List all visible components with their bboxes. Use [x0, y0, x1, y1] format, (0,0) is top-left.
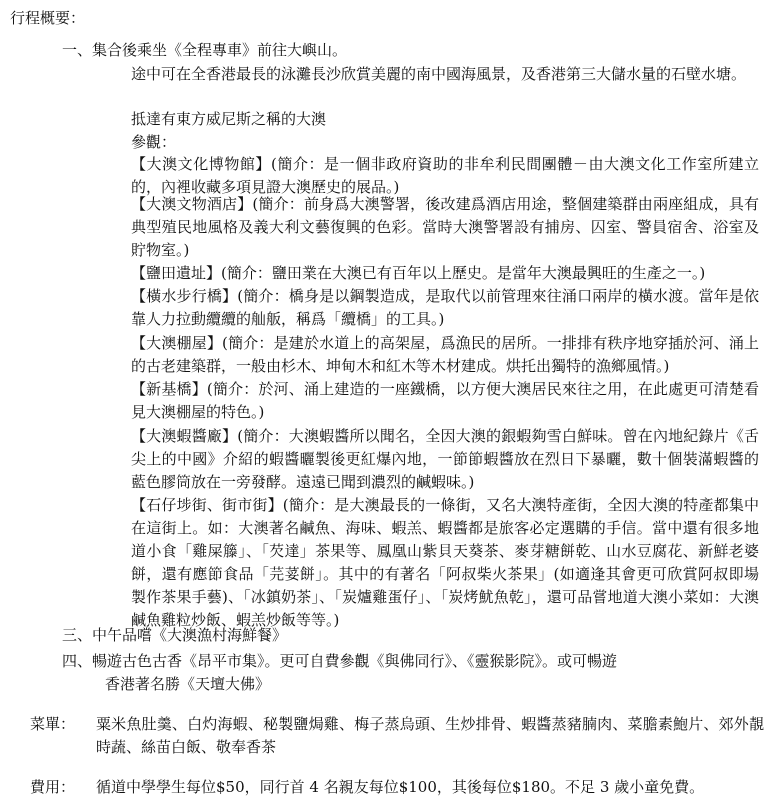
- attraction-heritage-hotel: 【大澳文物酒店】(簡介：前身爲大澳警署，後改建爲酒店用途，整個建築群由兩座組成，具有典型殖民地風格及義大利文藝復興的色彩。當時大澳警署設有捕房、囚室、警員宿舍、浴室及貯物室。): [131, 195, 759, 259]
- page-title: 行程概要：: [10, 9, 86, 27]
- paragraph-arrival: 抵達有東方威尼斯之稱的大澳: [131, 110, 327, 128]
- attraction-salt-pans: 【鹽田遺址】(簡介：鹽田業在大澳已有百年以上歷史。是當年大澳最興旺的生產之一。): [131, 264, 706, 282]
- section-1-heading: 一、集合後乘坐《全程專車》前往大嶼山。: [62, 41, 348, 59]
- attraction-museum: 【大澳文化博物館】(簡介：是一個非政府資助的非牟利民間團體－由大澳文化工作室所建立的，內裡收藏多項見證大澳歷史的展品。): [131, 155, 759, 196]
- menu-label: 菜單：: [30, 715, 76, 733]
- fee-label: 費用：: [30, 778, 76, 796]
- visit-label: 參觀：: [131, 133, 177, 151]
- section-3-heading: 三、中午品嚐《大澳漁村海鮮餐》: [62, 626, 288, 644]
- menu-text: 粟米魚肚羹、白灼海蝦、秘製鹽焗雞、梅子蒸烏頭、生炒排骨、蝦醬蒸豬腩肉、菜膽素鮑片、郊外靚時蔬、絲苗白飯、敬奉香茶: [96, 715, 764, 756]
- section-4-continuation: 香港著名勝《天壇大佛》: [105, 675, 271, 693]
- section-4-heading: 四、暢遊古色古香《昂平市集》。更可自費參觀《與佛同行》、《靈猴影院》。或可暢遊: [62, 652, 618, 670]
- attraction-stilt-houses: 【大澳棚屋】(簡介：是建於水道上的高架屋，爲漁民的居所。一排排有秩序地穿插於河、涌上的古老建築群，一般由杉木、坤甸木和紅木等木材建成。烘托出獨特的漁鄉風情。): [131, 334, 759, 375]
- attraction-market-street: 【石仔埗街、街市街】(簡介：是大澳最長的一條街，又名大澳特產街，全因大澳的特產都集中在這街上。如：大澳著名鹹魚、海味、蝦羔、蝦醬都是旅客必定選購的手信。當中還有很多地道小食「雞屎籐」、「芡達」茶果等、鳳凰山紫貝天葵茶、麥芽糖餅乾、山水豆腐花、新鮮老婆餅，還有應節食品「芫荽餅」。其中的有著名「阿叔柴火茶果」(如適逢其會更可欣賞阿叔即場製作茶果手藝)、「冰鎮奶茶」、「炭爐雞蛋仔」、「炭烤魷魚乾」，還可品嘗地道大澳小菜如：大澳鹹魚雞粒炒飯、蝦羔炒飯等等。): [131, 496, 759, 629]
- attraction-shrimp-paste-factory: 【大澳蝦醬廠】(簡介：大澳蝦醬所以聞名，全因大澳的銀蝦夠雪白鮮味。曾在內地紀錄片《舌尖上的中國》介紹的蝦醬曬製後更紅爆內地，一節節蝦醬放在烈日下暴曬，數十個裝滿蝦醬的藍色膠筒放在一旁發酵。遠遠已聞到濃烈的鹹蝦味。): [131, 427, 759, 491]
- paragraph-intro: 途中可在全香港最長的泳灘長沙欣賞美麗的南中國海風景，及香港第三大儲水量的石壁水塘。: [131, 65, 747, 83]
- attraction-footbridge: 【橫水步行橋】(簡介：橋身是以鋼製造成，是取代以前管理來往涌口兩岸的橫水渡。當年是依靠人力拉動纜纜的舢舨，稱爲「纜橋」的工具。): [131, 287, 759, 328]
- fee-text: 循道中學學生每位$50，同行首 4 名親友每位$100，其後每位$180。不足 3 歲小童免費。: [96, 778, 705, 796]
- attraction-sun-ki-bridge: 【新基橋】(簡介：於河、涌上建造的一座鐵橋，以方便大澳居民來往之用，在此處更可清楚看見大澳棚屋的特色。): [131, 380, 759, 421]
